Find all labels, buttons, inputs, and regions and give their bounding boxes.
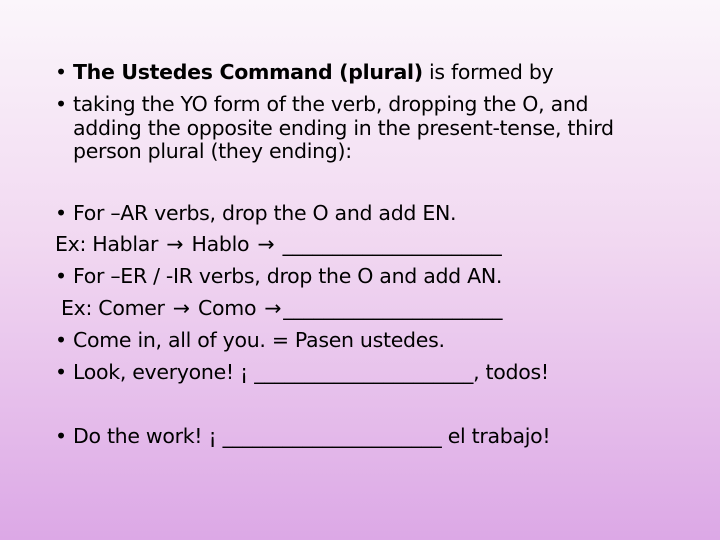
formation-line-2: adding the opposite ending in the present-tense, third xyxy=(73,116,614,140)
right-arrow-icon: → xyxy=(264,296,282,320)
answer-blank: ______________________ xyxy=(222,424,442,448)
right-arrow-icon: → xyxy=(257,232,275,256)
right-arrow-icon: → xyxy=(166,232,184,256)
answer-blank: ______________________ xyxy=(282,232,502,256)
answer-blank: ______________________ xyxy=(254,360,474,384)
ar-example: Ex: Hablar → Hablo → ______________________ xyxy=(55,232,502,256)
right-arrow-icon: → xyxy=(172,296,190,320)
slide: The Ustedes Command (plural) is formed by taking the YO form of the verb, dropping the O, and adding the opposite ending in the present-tense, third person plural (they ending): For –AR verbs, drop the O and add EN. Ex: Hablar → Hablo → ______________________ For –ER / -IR verbs, drop the O and add AN. Ex: Comer → Como →______________________ Come in, all of you. = Pasen ustedes. Look, everyone! ¡ ______________________, todos! Do the work! ¡ ______________________ el trabajo! xyxy=(55,60,614,448)
formation-line-3: person plural (they ending): xyxy=(73,139,352,163)
definition-text: The Ustedes Command (plural) is formed by xyxy=(73,60,554,84)
er-example: Ex: Comer → Como →______________________ xyxy=(61,296,503,320)
answer-blank: ______________________ xyxy=(283,296,503,320)
ustedes-command-term: The Ustedes Command (plural) xyxy=(73,60,423,84)
